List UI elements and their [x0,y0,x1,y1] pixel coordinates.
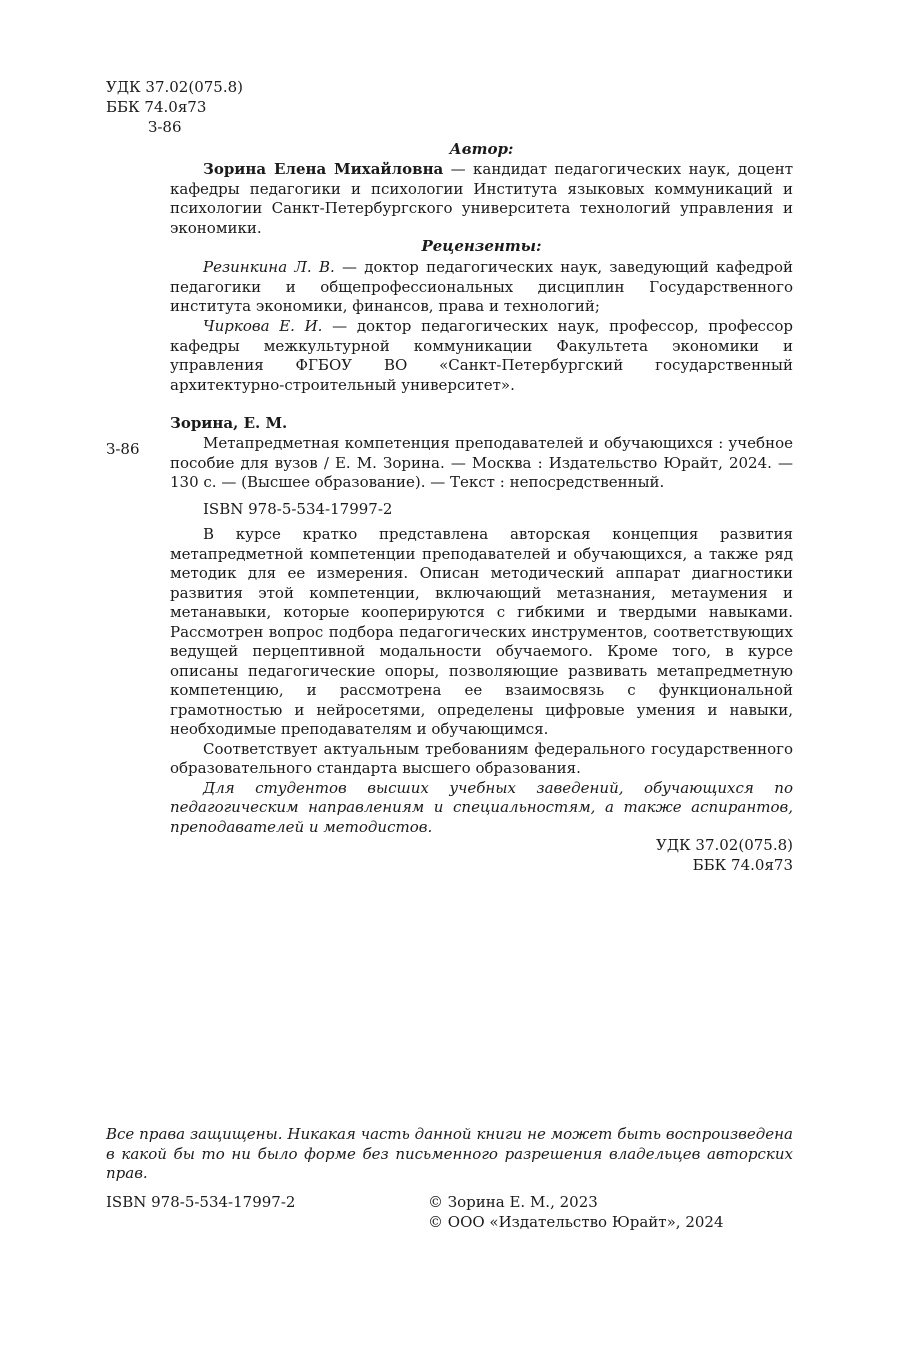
author-heading: Автор: [449,140,514,158]
reviewer-name-1: Резинкина Л. В. [203,258,335,276]
rights-notice: Все права защищены. Никакая часть данной книги не может быть воспроизведена в какой бы то ни было форме без письменного разрешения владельцев авторских прав. [106,1125,793,1182]
author-description: — кандидат педагогических наук, доцент кафедры педагогики и психологии Института языковых коммуникаций и психологии Санкт-Петербургского университета технологий управления и экономики. [170,160,793,237]
reviewer-name-2: Чиркова Е. И. [203,317,323,335]
annotation-paragraph-1: В курсе кратко представлена авторская концепция развития метапредметной компетенции преподавателей и обучающихся, а также ряд методик для ее измерения. Описан методический аппарат диагностики развития этой компетенции, включающий метазнания, метаумения и метанавыки, которые кооперируются с гибкими и твердыми навыками. Рассмотрен вопрос подбора педагогических инструментов, соответствующих ведущей перцептивной модальности обучаемого. Кроме того, в курсе описаны педагогические опоры, позволяющие развивать метапредметную компетенцию, и рассмотрена ее взаимосвязь с функциональной грамотностью и нейросетями, определены цифровые умения и навыки, необходимые преподавателям и обучающимся. [170,525,793,738]
catalog-author-heading: Зорина, Е. М. [170,414,288,432]
header-code: З-86 [148,118,182,136]
classification-udk: УДК 37.02(075.8) [656,836,793,854]
annotation-audience: Для студентов высших учебных заведений, обучающихся по педагогическим направлениям и специальностям, а также аспирантов, преподавателей и методистов. [170,778,793,836]
author-name: Зорина Елена Михайловна [203,160,444,178]
reviewers-heading: Рецензенты: [421,237,542,255]
annotation-paragraph-2: Соответствует актуальным требованиям федерального государственного образовательного стандарта высшего образования. [170,739,793,777]
footer-copyright-publisher: © ООО «Издательство Юрайт», 2024 [428,1213,724,1231]
classification-bbk: ББК 74.0я73 [692,856,793,874]
annotation [170,525,793,837]
reviewer-entry-1 [170,258,793,317]
footer-copyright-author: © Зорина Е. М., 2023 [428,1193,598,1211]
header-udk: УДК 37.02(075.8) [106,78,243,96]
reviewer-text-1: — доктор педагогических наук, заведующий кафедрой педагогики и общепрофессиональных дисциплин Государственного института экономики, финансов, права и технологий; [170,258,793,315]
catalog-isbn: ISBN 978-5-534-17997-2 [203,500,393,518]
reviewer-entry-2 [170,317,793,395]
header-bbk: ББК 74.0я73 [106,98,207,116]
catalog-description: Метапредметная компетенция преподавателей и обучающихся : учебное пособие для вузов / Е. М. Зорина. — Москва : Издательство Юрайт, 2024. — 130 с. — (Высшее образование). — Текст : непосредственный. [170,434,793,491]
footer-isbn: ISBN 978-5-534-17997-2 [106,1193,296,1211]
reviewer-text-2: — доктор педагогических наук, профессор, профессор кафедры межкультурной коммуникации Факультета экономики и управления ФГБОУ ВО «Санкт-Петербургский государственный архитектурно-строительный университет». [170,317,793,394]
author-entry [170,160,793,238]
catalog-code: З-86 [106,440,140,458]
